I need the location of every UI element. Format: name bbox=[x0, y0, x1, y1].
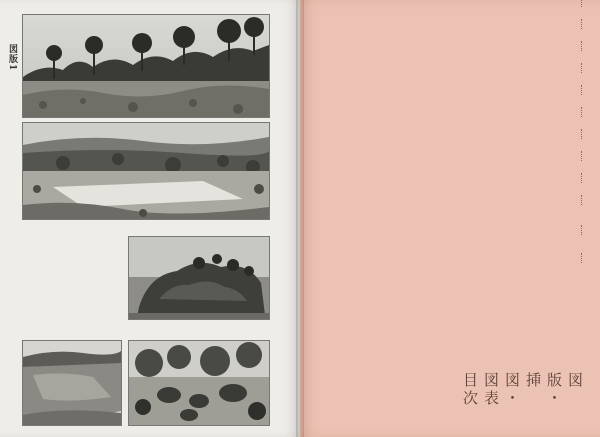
toc-leader-dots bbox=[580, 19, 582, 29]
toc-leader-dots bbox=[580, 195, 582, 205]
toc-entry[interactable] bbox=[576, 0, 586, 10]
photo-pine-forest bbox=[22, 14, 270, 118]
plate-label: 図版1 bbox=[7, 44, 17, 72]
photo-rock-mound-image bbox=[129, 237, 269, 319]
photo-rock-mound bbox=[128, 236, 270, 320]
toc-entry[interactable] bbox=[576, 122, 586, 142]
toc-entry[interactable] bbox=[576, 144, 586, 164]
toc-leader-dots bbox=[580, 151, 582, 161]
toc-leader-dots bbox=[580, 253, 582, 263]
toc-leader-dots bbox=[580, 41, 582, 51]
toc-leader-dots bbox=[580, 85, 582, 95]
toc-entry[interactable] bbox=[576, 166, 586, 186]
toc-title: 図版・挿図・図表目次 bbox=[461, 372, 584, 408]
photo-pine-forest-image bbox=[23, 15, 269, 117]
toc-leader-dots bbox=[580, 129, 582, 139]
toc-heading[interactable] bbox=[576, 246, 586, 266]
photo-stones-shrubs-image bbox=[129, 341, 269, 425]
toc-entry[interactable] bbox=[576, 12, 586, 32]
toc-entry[interactable] bbox=[576, 100, 586, 120]
photo-rock-cliff bbox=[22, 340, 122, 426]
toc-entry[interactable] bbox=[576, 56, 586, 76]
right-page bbox=[300, 0, 600, 437]
table-of-contents bbox=[456, 18, 586, 408]
toc-heading[interactable] bbox=[576, 188, 586, 208]
photo-landscape-excavation-image bbox=[23, 123, 269, 219]
photo-landscape-excavation bbox=[22, 122, 270, 220]
toc-leader-dots bbox=[580, 225, 582, 235]
toc-heading[interactable] bbox=[576, 218, 586, 238]
photo-rock-cliff-image bbox=[23, 341, 121, 425]
toc-leader-dots bbox=[580, 107, 582, 117]
toc-entry[interactable] bbox=[576, 34, 586, 54]
toc-leader-dots bbox=[580, 63, 582, 73]
toc-entry[interactable] bbox=[576, 78, 586, 98]
toc-leader-dots bbox=[580, 0, 582, 7]
toc-leader-dots bbox=[580, 173, 582, 183]
photo-stones-shrubs bbox=[128, 340, 270, 426]
